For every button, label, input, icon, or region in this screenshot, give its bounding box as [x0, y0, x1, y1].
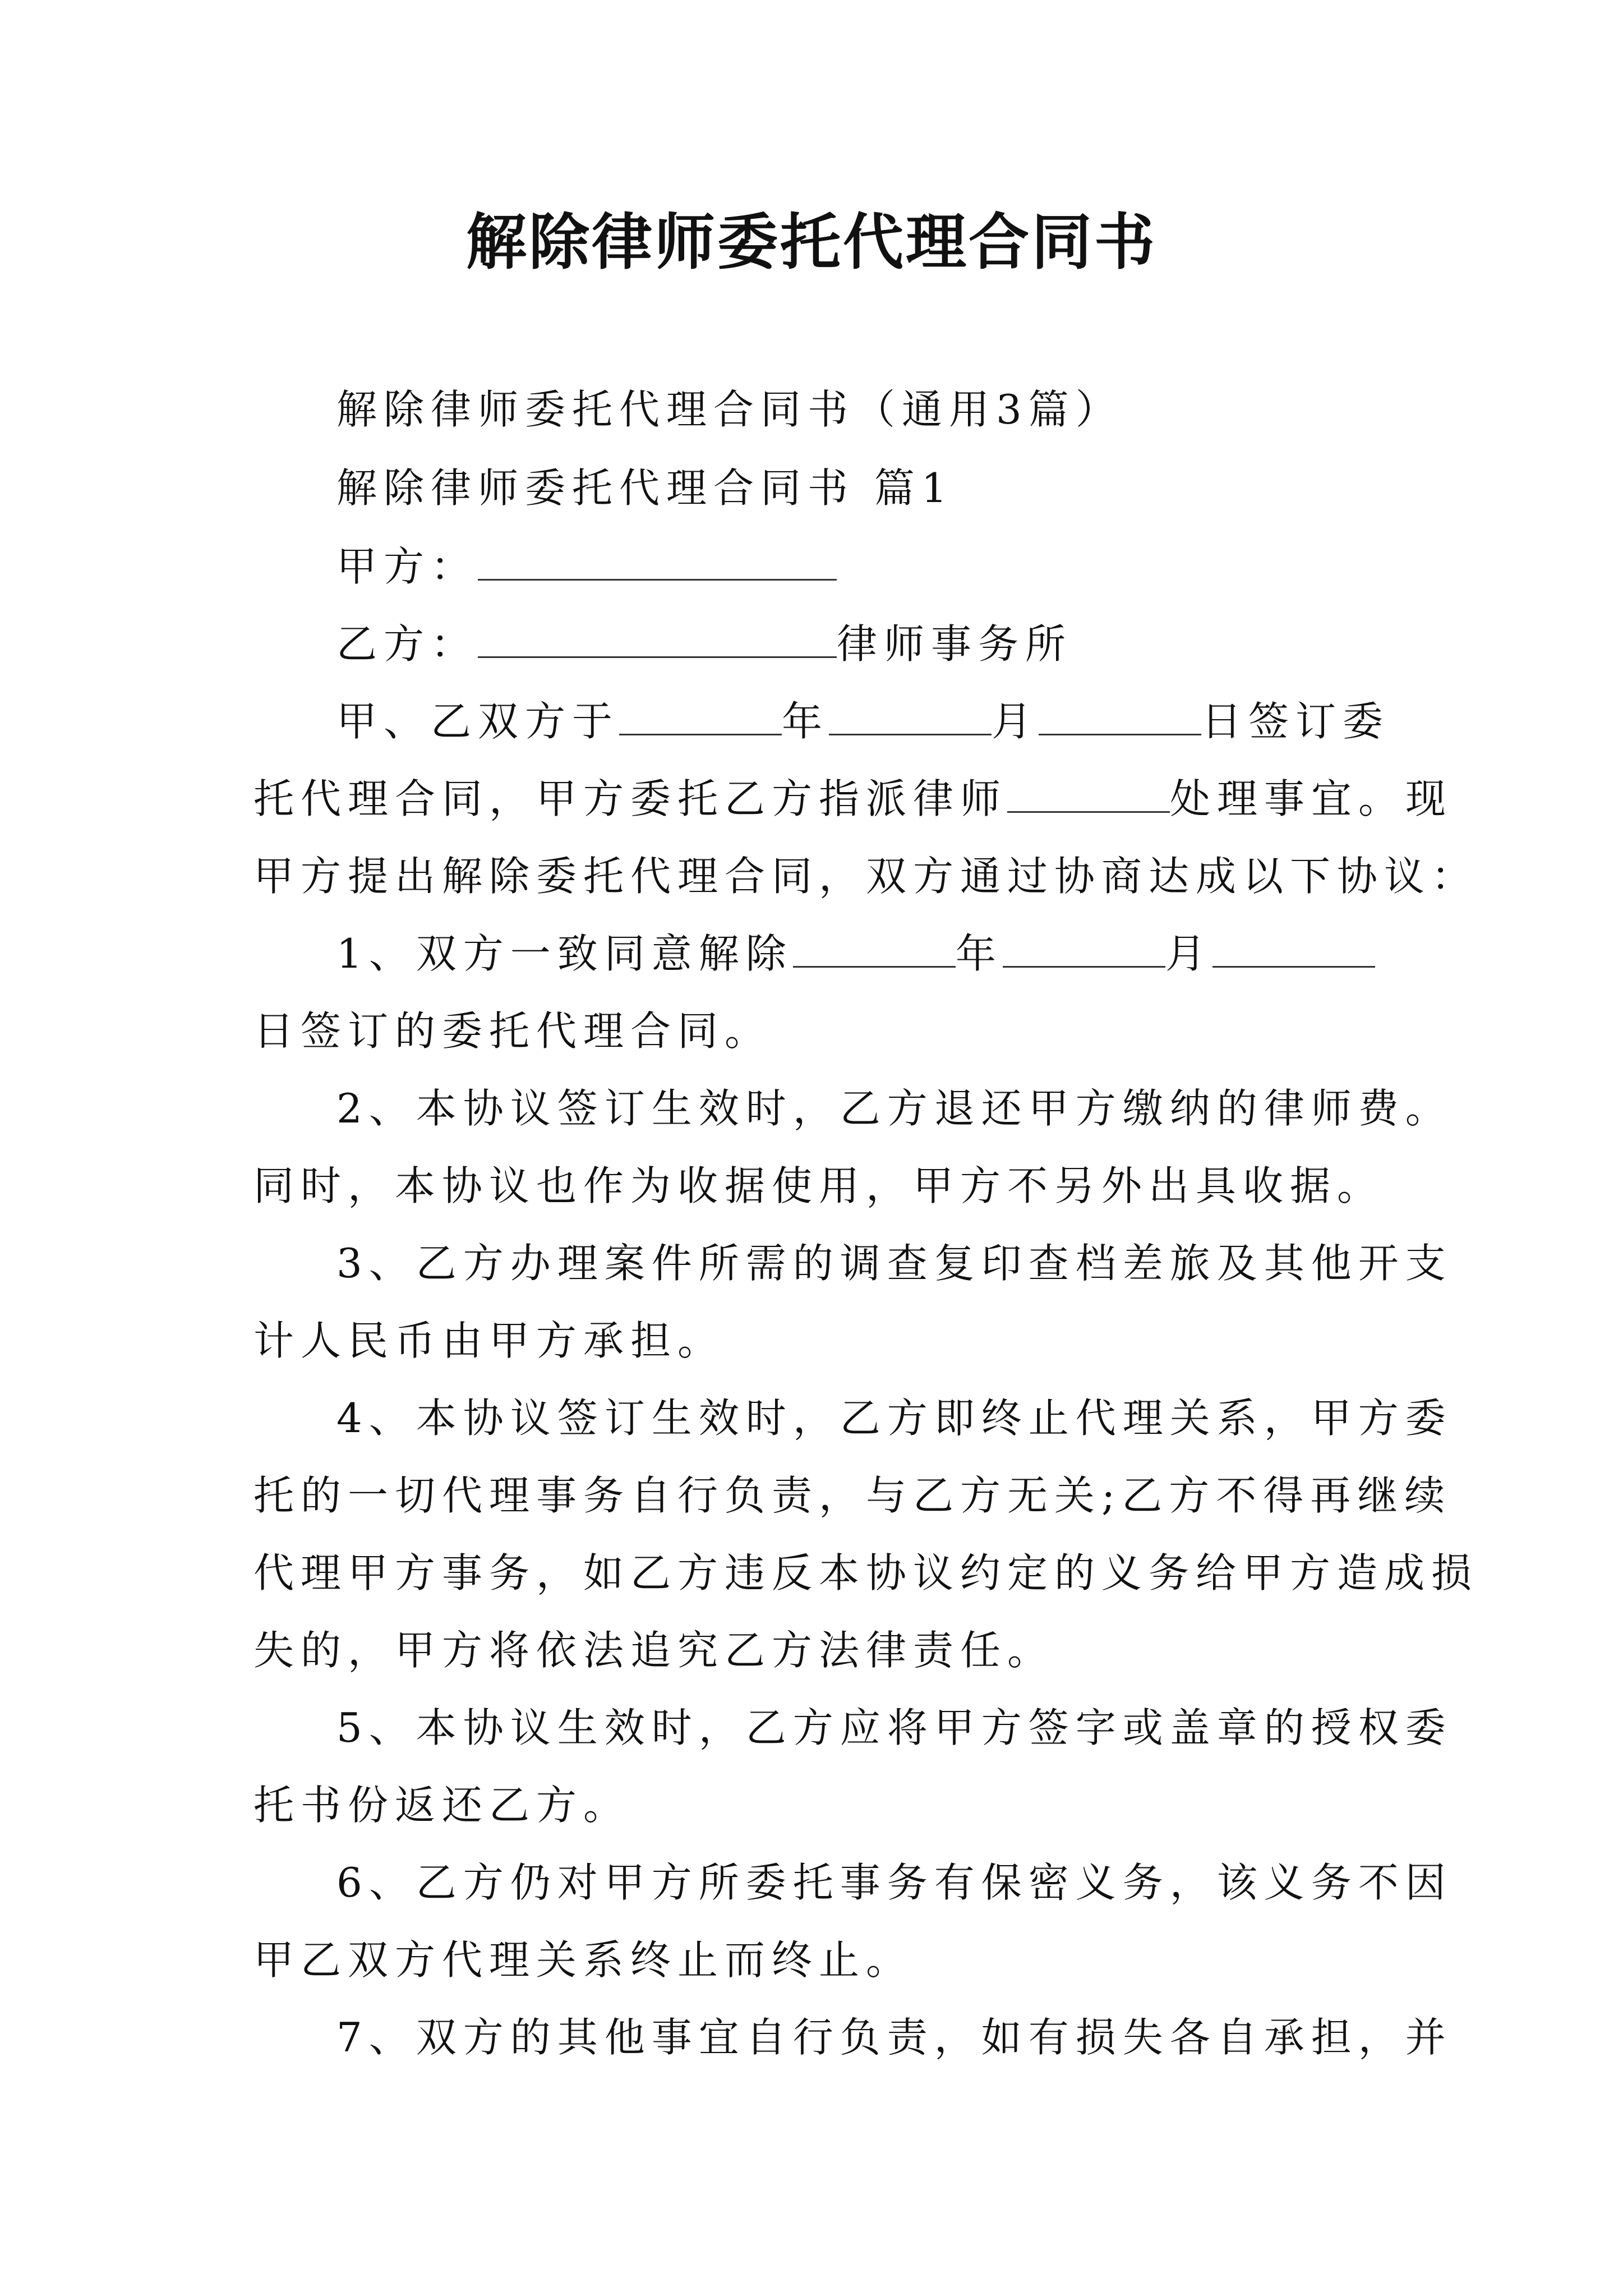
clause-7-line-1: 7、双方的其他事宜自行负责，如有损失各自承担，并: [336, 2014, 1453, 2061]
intro-text: 托代理合同，甲方委托乙方指派律师: [253, 775, 1008, 822]
intro-line-1: [336, 693, 1390, 749]
party-b-suffix: 律师事务所: [837, 620, 1073, 668]
clause-2-line-2: 同时，本协议也作为收据使用，甲方不另外出具收据。: [253, 1162, 1385, 1209]
clause-1-line-2: 日签订的委托代理合同。: [253, 1007, 772, 1055]
clause-1-line-1: [336, 926, 1375, 982]
clause-5-line-1: 5、本协议生效时，乙方应将甲方签字或盖章的授权委: [336, 1704, 1453, 1751]
intro-year-label: 年: [782, 698, 829, 745]
party-a-label: 甲方：: [336, 543, 478, 590]
intro-day-blank: [1039, 694, 1201, 735]
party-b-blank: [478, 617, 837, 658]
clause-3-line-1: 3、乙方办理案件所需的调查复印查档差旅及其他开支: [336, 1240, 1453, 1287]
section-heading: 解除律师委托代理合同书 篇1: [336, 464, 954, 512]
intro-text: 处理事宜。现: [1170, 775, 1453, 822]
party-a-line: [336, 539, 837, 595]
document-title: 解除律师委托代理合同书: [465, 207, 1157, 278]
clause-4-line-4: 失的，甲方将依法追究乙方法律责任。: [253, 1627, 1055, 1674]
clause-1-year-blank: [793, 927, 956, 968]
clause-3-line-2: 计人民币由甲方承担。: [253, 1317, 725, 1364]
clause-1-month-label: 月: [1165, 930, 1212, 977]
party-a-blank: [478, 540, 837, 581]
clause-4-line-2: 托的一切代理事务自行负责，与乙方无关;乙方不得再继续: [253, 1472, 1452, 1519]
document-subtitle: 解除律师委托代理合同书（通用3篇）: [336, 386, 1123, 433]
clause-1-day-blank: [1212, 927, 1375, 968]
intro-month-blank: [829, 694, 992, 735]
clause-1-year-label: 年: [955, 930, 1003, 977]
party-b-label: 乙方：: [336, 620, 478, 668]
lawyer-name-blank: [1007, 772, 1170, 813]
clause-6-line-2: 甲乙双方代理关系终止而终止。: [253, 1936, 914, 1984]
clause-1-month-blank: [1003, 927, 1165, 968]
clause-4-line-1: 4、本协议签订生效时，乙方即终止代理关系，甲方委: [336, 1395, 1453, 1442]
clause-4-line-3: 代理甲方事务，如乙方违反本协议约定的义务给甲方造成损: [253, 1549, 1479, 1596]
clause-5-line-2: 托书份返还乙方。: [253, 1782, 631, 1829]
party-b-line: [336, 616, 1072, 672]
clause-text: 1、双方一致同意解除: [336, 930, 793, 977]
intro-year-blank: [619, 694, 782, 735]
intro-line-2: [253, 771, 1453, 827]
intro-text: 甲、乙双方于: [336, 698, 620, 745]
intro-text: 日签订委: [1201, 698, 1390, 745]
intro-month-label: 月: [992, 698, 1039, 745]
intro-line-3: 甲方提出解除委托代理合同，双方通过协商达成以下协议：: [253, 853, 1479, 900]
clause-6-line-1: 6、乙方仍对甲方所委托事务有保密义务，该义务不因: [336, 1859, 1453, 1906]
clause-2-line-1: 2、本协议签订生效时，乙方退还甲方缴纳的律师费。: [336, 1085, 1453, 1132]
